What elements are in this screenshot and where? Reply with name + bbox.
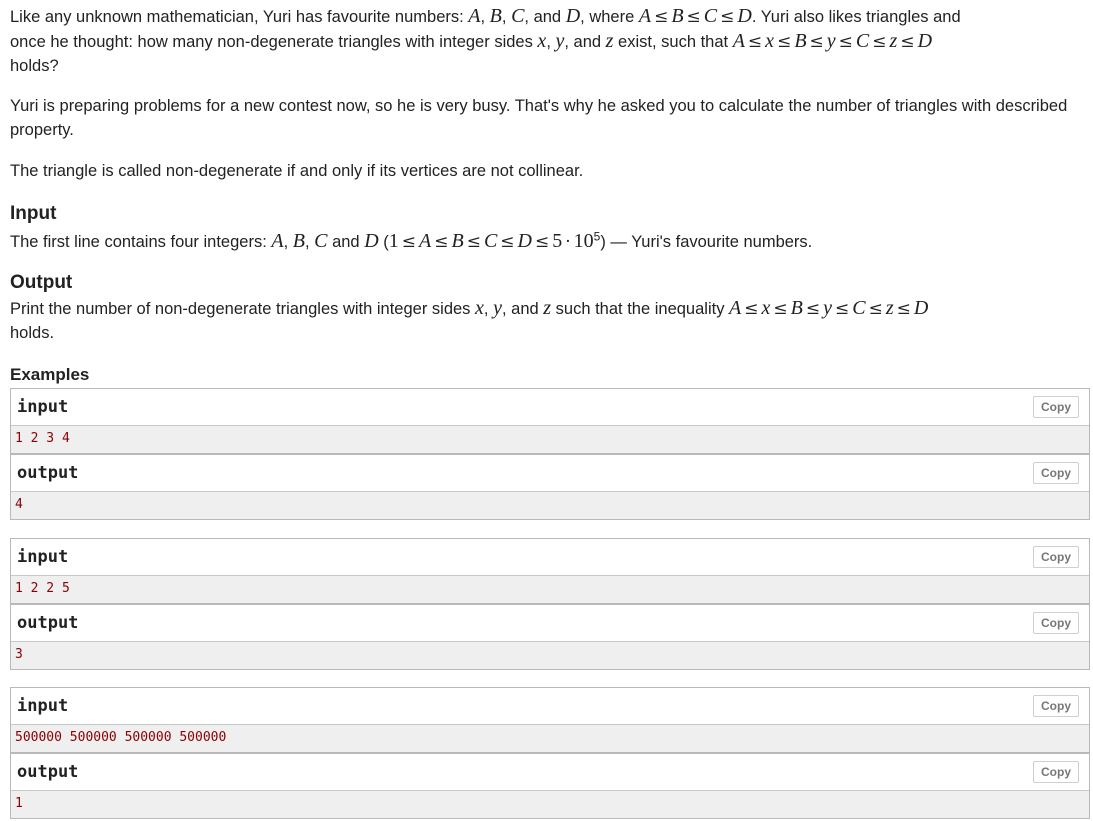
math-op: · — [565, 232, 571, 252]
math-var: z — [885, 297, 894, 319]
example-input-body — [11, 725, 1089, 752]
text: holds? — [10, 57, 59, 75]
math-op: ≤ — [896, 299, 911, 319]
text: and — [327, 233, 365, 251]
example-input-value[interactable]: 1 2 2 5 — [15, 581, 70, 596]
statement-paragraph-3: The triangle is called non-degenerate if and only if its vertices are not collinear. — [10, 162, 584, 180]
math-var: C — [511, 5, 525, 27]
text: Print the number of non-degenerate triangles with integer sides — [10, 300, 476, 318]
text: , — [304, 233, 315, 251]
math-num: 5 — [552, 230, 563, 252]
output-label: output — [17, 613, 79, 633]
text: , — [501, 8, 512, 26]
text: , — [283, 233, 293, 251]
math-op: ≤ — [747, 32, 763, 52]
math-op: ≤ — [401, 232, 416, 252]
math-var: B — [451, 230, 464, 252]
text: , and — [501, 300, 544, 318]
math-num: 1 — [388, 230, 399, 252]
output-section-title: Output — [10, 272, 73, 293]
text: such that the inequality — [551, 300, 730, 318]
math-var: C — [314, 230, 328, 252]
math-op: ≤ — [809, 32, 824, 52]
math-var: C — [703, 5, 718, 27]
math-var: z — [889, 30, 898, 52]
math-op: ≤ — [466, 232, 481, 252]
math-var: B — [671, 5, 684, 27]
input-label: input — [17, 696, 69, 716]
example-input-body — [11, 576, 1089, 603]
math-num: 10 — [573, 230, 594, 252]
math-var: A — [468, 5, 481, 27]
math-var: A — [729, 297, 742, 319]
math-op: ≤ — [720, 7, 735, 27]
example-output-value[interactable]: 1 — [15, 796, 23, 811]
text: , where — [580, 8, 639, 26]
input-spec — [10, 229, 1085, 254]
output-spec — [10, 296, 1085, 345]
example-output-body — [11, 642, 1089, 669]
example-1 — [10, 388, 1090, 520]
text: once he thought: how many non-degenerate triangles with integer sides — [10, 33, 538, 51]
output-label: output — [17, 762, 79, 782]
text: The first line contains four integers: — [10, 233, 272, 251]
example-input-header — [11, 688, 1089, 725]
math-var: B — [489, 5, 502, 27]
math-op: ≤ — [534, 232, 550, 252]
example-input-value[interactable]: 1 2 3 4 — [15, 431, 70, 446]
example-input-header — [11, 539, 1089, 576]
math-var: D — [917, 30, 933, 52]
example-output-value[interactable]: 3 — [15, 647, 23, 662]
math-var: D — [364, 230, 379, 252]
math-var: z — [605, 30, 614, 52]
input-section-title: Input — [10, 203, 57, 224]
math-op: ≤ — [900, 32, 915, 52]
text: ) — Yuri's favourite numbers. — [600, 233, 813, 251]
math-op: ≤ — [835, 299, 850, 319]
math-var: y — [823, 297, 832, 319]
math-var: A — [732, 30, 745, 52]
math-var: y — [493, 297, 502, 319]
example-output-body — [11, 791, 1089, 818]
math-op: ≤ — [686, 7, 701, 27]
example-output-header — [11, 752, 1089, 791]
math-var: C — [483, 230, 498, 252]
input-label: input — [17, 547, 69, 567]
math-var: D — [565, 5, 581, 27]
math-op: ≤ — [805, 299, 821, 319]
math-op: ≤ — [773, 299, 788, 319]
copy-output-button[interactable]: Copy — [1033, 462, 1079, 484]
copy-output-button[interactable]: Copy — [1033, 612, 1079, 634]
math-var: C — [855, 30, 870, 52]
example-3 — [10, 687, 1090, 819]
text: , — [546, 33, 556, 51]
math-op: ≤ — [872, 32, 887, 52]
example-input-value[interactable]: 500000 500000 500000 500000 — [15, 730, 227, 745]
example-output-header — [11, 453, 1089, 492]
examples-title: Examples — [10, 365, 90, 384]
copy-input-button[interactable]: Copy — [1033, 396, 1079, 418]
math-var: C — [852, 297, 866, 319]
statement-paragraph-2: Yuri is preparing problems for a new contest now, so he is very busy. That's why he asked you to calculate the number of triangles with described property. — [10, 97, 1068, 139]
math-op: ≤ — [838, 32, 853, 52]
text: , and — [564, 33, 606, 51]
output-label: output — [17, 463, 79, 483]
text: , and — [524, 8, 566, 26]
example-2 — [10, 538, 1090, 670]
math-var: x — [537, 30, 547, 52]
math-var: A — [638, 5, 652, 27]
example-output-header — [11, 603, 1089, 642]
math-var: z — [543, 297, 552, 319]
example-input-header — [11, 389, 1089, 426]
text: holds. — [10, 324, 55, 342]
math-var: B — [292, 230, 305, 252]
math-var: A — [419, 230, 432, 252]
math-var: D — [737, 5, 752, 27]
copy-input-button[interactable]: Copy — [1033, 695, 1079, 717]
math-var: A — [271, 230, 284, 252]
copy-output-button[interactable]: Copy — [1033, 761, 1079, 783]
math-var: B — [794, 30, 807, 52]
input-label: input — [17, 397, 69, 417]
math-var: y — [826, 30, 836, 52]
statement-paragraph-1 — [10, 4, 1085, 78]
math-var: y — [555, 30, 565, 52]
math-var: D — [517, 230, 532, 252]
example-output-body — [11, 492, 1089, 519]
text: exist, such that — [613, 33, 733, 51]
math-op: ≤ — [744, 299, 759, 319]
math-op: ≤ — [434, 232, 449, 252]
text: ( — [378, 233, 389, 251]
math-var: x — [475, 297, 484, 319]
math-var: x — [761, 297, 771, 319]
math-op: ≤ — [654, 7, 669, 27]
copy-input-button[interactable]: Copy — [1033, 546, 1079, 568]
text: . Yuri also likes triangles and — [751, 8, 961, 26]
math-var: x — [765, 30, 775, 52]
math-exponent: 5 — [593, 229, 601, 244]
text: , — [480, 8, 490, 26]
text: Like any unknown mathematician, Yuri has favourite numbers: — [10, 8, 469, 26]
math-var: D — [913, 297, 929, 319]
math-op: ≤ — [868, 299, 883, 319]
text: , — [483, 300, 494, 318]
math-op: ≤ — [500, 232, 515, 252]
example-input-body — [11, 426, 1089, 453]
math-var: B — [790, 297, 803, 319]
math-op: ≤ — [777, 32, 792, 52]
example-output-value[interactable]: 4 — [15, 497, 23, 512]
